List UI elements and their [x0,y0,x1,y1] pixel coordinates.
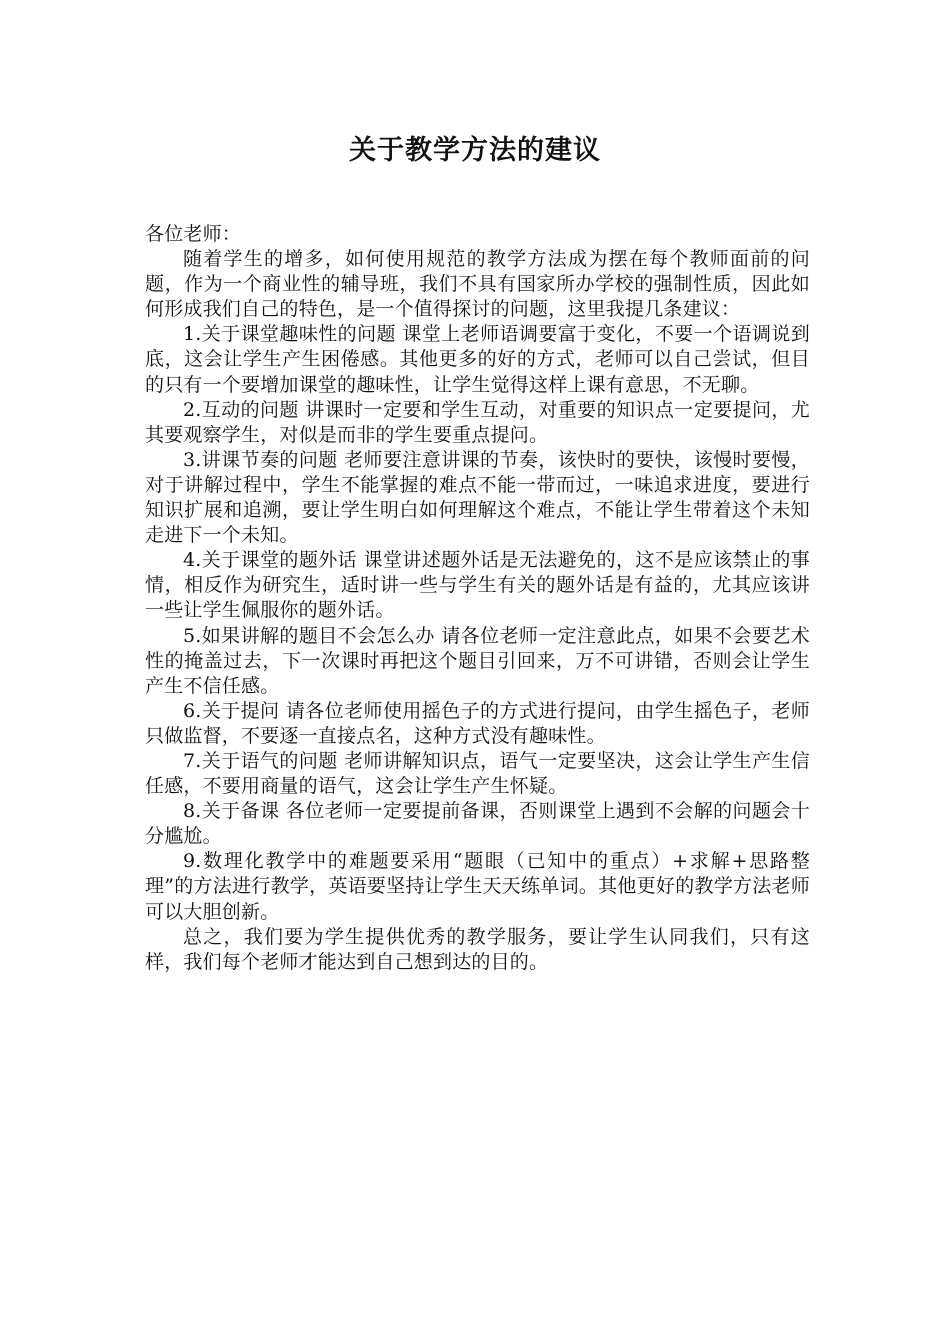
document-body [145,222,810,975]
suggestion-item-3: 3.讲课节奏的问题 老师要注意讲课的节奏，该快时的要快，该慢时要慢，对于讲解过程中，学生不能掌握的难点不能一带而过，一味追求进度，要进行知识扩展和追溯，要让学生明白如何理解这个难点，不能让学生带着这个未知走进下一个未知。 [145,448,810,547]
suggestion-item-1: 1.关于课堂趣味性的问题 课堂上老师语调要富于变化，不要一个语调说到底，这会让学生产生困倦感。其他更多的好的方式，老师可以自己尝试，但目的只有一个要增加课堂的趣味性，让学生觉得这样上课有意思，不无聊。 [145,323,810,396]
suggestion-item-4: 4.关于课堂的题外话 课堂讲述题外话是无法避免的，这不是应该禁止的事情，相反作为研究生，适时讲一些与学生有关的题外话是有益的，尤其应该讲一些让学生佩服你的题外话。 [145,549,810,622]
suggestion-item-5: 5.如果讲解的题目不会怎么办 请各位老师一定注意此点，如果不会要艺术性的掩盖过去，下一次课时再把这个题目引回来，万不可讲错，否则会让学生产生不信任感。 [145,624,810,697]
salutation: 各位老师： [145,223,242,245]
suggestion-item-6: 6.关于提问 请各位老师使用摇色子的方式进行提问，由学生摇色子，老师只做监督，不要逐一直接点名，这种方式没有趣味性。 [145,699,810,747]
suggestion-item-2: 2.互动的问题 讲课时一定要和学生互动，对重要的知识点一定要提问，尤其要观察学生，对似是而非的学生要重点提问。 [145,398,810,446]
suggestion-item-8: 8.关于备课 各位老师一定要提前备课，否则课堂上遇到不会解的问题会十分尴尬。 [145,800,810,848]
conclusion-paragraph: 总之，我们要为学生提供优秀的教学服务，要让学生认同我们，只有这样，我们每个老师才能达到自己想到达的目的。 [145,925,810,973]
intro-paragraph: 随着学生的增多，如何使用规范的教学方法成为摆在每个教师面前的问题，作为一个商业性的辅导班，我们不具有国家所办学校的强制性质，因此如何形成我们自己的特色，是一个值得探讨的问题，这里我提几条建议： [145,248,810,321]
suggestion-item-9: 9.数理化教学中的难题要采用“题眼（已知中的重点）+求解+思路整理”的方法进行教学，英语要坚持让学生天天练单词。其他更好的教学方法老师可以大胆创新。 [145,850,810,923]
suggestion-item-7: 7.关于语气的问题 老师讲解知识点，语气一定要坚决，这会让学生产生信任感，不要用商量的语气，这会让学生产生怀疑。 [145,749,810,798]
document-title: 关于教学方法的建议 [349,135,601,166]
